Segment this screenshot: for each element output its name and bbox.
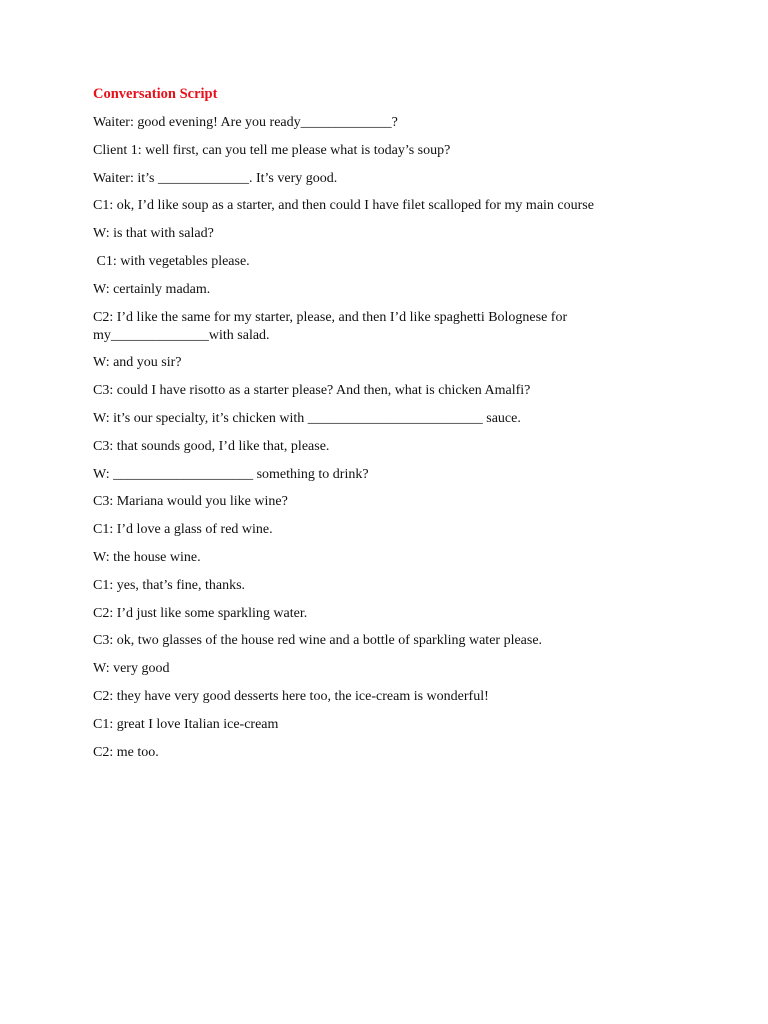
- script-line: W: ____________________ something to drink?: [93, 466, 369, 482]
- script-line: C1: great I love Italian ice-cream: [93, 716, 279, 732]
- script-line: C2: they have very good desserts here too, the ice-cream is wonderful!: [93, 688, 489, 704]
- script-line: W: certainly madam.: [93, 281, 211, 297]
- script-line: W: the house wine.: [93, 549, 201, 565]
- script-line: C1: yes, that’s fine, thanks.: [93, 577, 246, 593]
- script-line: C3: ok, two glasses of the house red wine and a bottle of sparkling water please.: [93, 633, 543, 649]
- script-line: C3: that sounds good, I’d like that, please.: [93, 438, 330, 454]
- script-line: W: very good: [93, 661, 170, 677]
- script-line: Client 1: well first, can you tell me please what is today’s soup?: [93, 142, 451, 158]
- script-line: C2: me too.: [93, 744, 159, 760]
- script-line: C3: Mariana would you like wine?: [93, 494, 288, 510]
- script-line: W: is that with salad?: [93, 226, 214, 242]
- script-line: Waiter: good evening! Are you ready_____________?: [93, 115, 398, 130]
- script-line: C1: I’d love a glass of red wine.: [93, 522, 273, 538]
- script-line: C1: ok, I’d like soup as a starter, and then could I have filet scalloped for my main course: [93, 198, 594, 214]
- script-line: C2: I’d just like some sparkling water.: [93, 605, 308, 621]
- script-line: W: and you sir?: [93, 355, 182, 371]
- script-line: C3: could I have risotto as a starter please? And then, what is chicken Amalfi?: [93, 383, 531, 399]
- script-line: Waiter: it’s _____________. It’s very good.: [93, 170, 338, 186]
- page-title: Conversation Script: [93, 86, 218, 102]
- script-lines: [93, 114, 693, 771]
- script-line: W: it’s our specialty, it’s chicken with _________________________ sauce.: [93, 410, 521, 426]
- script-line: C1: with vegetables please.: [93, 253, 250, 269]
- script-line: C2: I’d like the same for my starter, please, and then I’d like spaghetti Bolognese for my______________with salad.: [93, 309, 571, 343]
